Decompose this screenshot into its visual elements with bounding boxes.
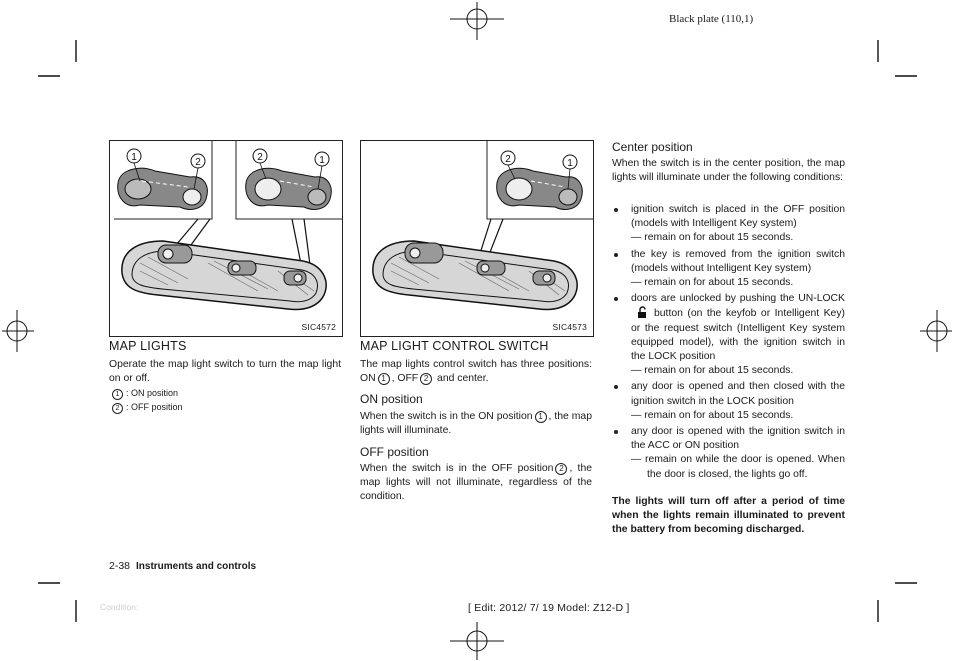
off-position-body: When the switch is in the OFF position 2 , the map lights will not illuminate, regardless of the condition. [360, 463, 592, 503]
map-lights-figure [109, 140, 343, 337]
page-number: 2-38 [109, 560, 131, 572]
center-position-conditions [612, 203, 845, 484]
center-position-heading: Center position [612, 140, 693, 154]
list-item: the key is removed from the ignition switch (models without Intelligent Key system) — remain on for about 15 seconds. [612, 248, 845, 291]
section-title: Instruments and controls [136, 561, 257, 572]
legend-item-off: 2 : OFF position [112, 401, 183, 415]
edit-info: [ Edit: 2012/ 7/ 19 Model: Z12-D ] [468, 602, 630, 614]
registration-mark-bottom [450, 622, 504, 660]
on-position-body: When the switch is in the ON position 1 , the map lights will illuminate. [360, 411, 592, 437]
list-item: any door is opened and then closed with the ignition switch in the LOCK position — remain on for about 15 seconds. [612, 380, 845, 423]
svg-text:2: 2 [505, 154, 511, 165]
unlock-icon [637, 306, 648, 318]
battery-warning: The lights will turn off after a period of time when the lights remain illuminated to prevent the battery from becoming discharged. [612, 496, 845, 535]
overhead-console [373, 241, 577, 309]
registration-mark-top [450, 2, 504, 40]
callout-1-icon: 1 [378, 373, 390, 385]
svg-text:1: 1 [131, 152, 137, 163]
condition-label: Condition: [100, 602, 139, 612]
svg-text:1: 1 [319, 155, 325, 166]
control-switch-figure [360, 140, 594, 337]
map-lights-body: Operate the map light switch to turn the map light on or off. [109, 359, 341, 385]
svg-text:2: 2 [195, 157, 201, 168]
plate-label: Black plate (110,1) [669, 13, 754, 25]
registration-mark-left [2, 310, 34, 352]
control-switch-heading: MAP LIGHT CONTROL SWITCH [360, 339, 549, 353]
list-item: any door is opened with the ignition switch in the ACC or ON position — remain on while the door is opened. When the door is closed, the lights go off. [612, 425, 845, 482]
list-item: doors are unlocked by pushing the UN-LOCKbutton (on the keyfob or Intelligent Key) or the request switch (Intelligent Key system equipped model), with the ignition switch in the LOCK position — remain on for about 15 seconds. [612, 292, 845, 378]
svg-text:2: 2 [257, 152, 263, 163]
overhead-console [122, 241, 326, 309]
list-item: ignition switch is placed in the OFF position (models with Intelligent Key system) — remain on for about 15 seconds. [612, 203, 845, 246]
callout-2-icon: 2 [555, 463, 567, 475]
callout-2-icon: 2 [112, 403, 123, 414]
map-lights-heading: MAP LIGHTS [109, 339, 187, 353]
figure-code: SIC4572 [301, 322, 336, 332]
page-footer [109, 560, 256, 572]
legend-item-on: 1 : ON position [112, 387, 183, 401]
svg-text:1: 1 [567, 158, 573, 169]
callout-1-icon: 1 [535, 411, 547, 423]
registration-mark-right [920, 310, 952, 352]
center-position-intro: When the switch is in the center position, the map lights will illuminate under the following conditions: [612, 158, 845, 184]
off-position-heading: OFF position [360, 445, 429, 459]
map-lights-legend [112, 387, 183, 414]
callout-1-icon: 1 [112, 389, 123, 400]
figure-code: SIC4573 [552, 322, 587, 332]
callout-2-icon: 2 [420, 373, 432, 385]
on-position-heading: ON position [360, 392, 423, 406]
control-switch-body: The map lights control switch has three positions: ON 1 , OFF 2 and center. [360, 359, 592, 385]
